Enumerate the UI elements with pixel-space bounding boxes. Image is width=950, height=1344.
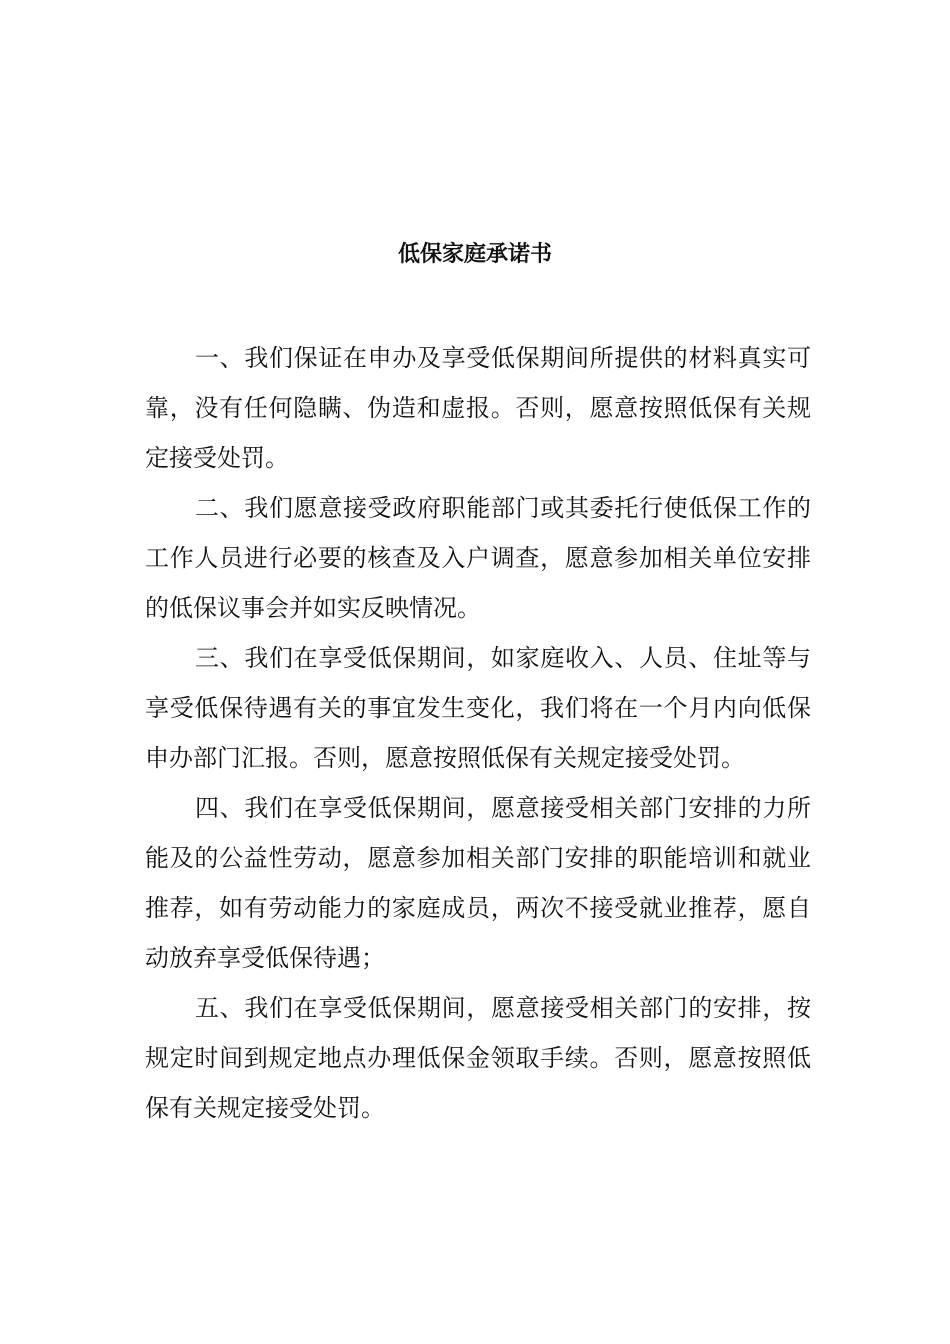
paragraph-4: 四、我们在享受低保期间，愿意接受相关部门安排的力所能及的公益性劳动，愿意参加相关部门安排的职能培训和就业推荐，如有劳动能力的家庭成员，两次不接受就业推荐，愿自动放弃享受低保待遇； <box>145 794 811 972</box>
paragraph-3: 三、我们在享受低保期间，如家庭收入、人员、住址等与享受低保待遇有关的事宜发生变化，我们将在一个月内向低保申办部门汇报。否则，愿意按照低保有关规定接受处罚。 <box>145 644 811 772</box>
document-body <box>145 333 811 1133</box>
paragraph-5: 五、我们在享受低保期间，愿意接受相关部门的安排，按规定时间到规定地点办理低保金领取手续。否则，愿意按照低保有关规定接受处罚。 <box>145 994 811 1122</box>
paragraph-1: 一、我们保证在申办及享受低保期间所提供的材料真实可靠，没有任何隐瞒、伪造和虚报。否则，愿意按照低保有关规定接受处罚。 <box>145 344 811 472</box>
paragraph-2: 二、我们愿意接受政府职能部门或其委托行使低保工作的工作人员进行必要的核查及入户调查，愿意参加相关单位安排的低保议事会并如实反映情况。 <box>145 494 811 622</box>
document-title: 低保家庭承诺书 <box>397 242 552 267</box>
